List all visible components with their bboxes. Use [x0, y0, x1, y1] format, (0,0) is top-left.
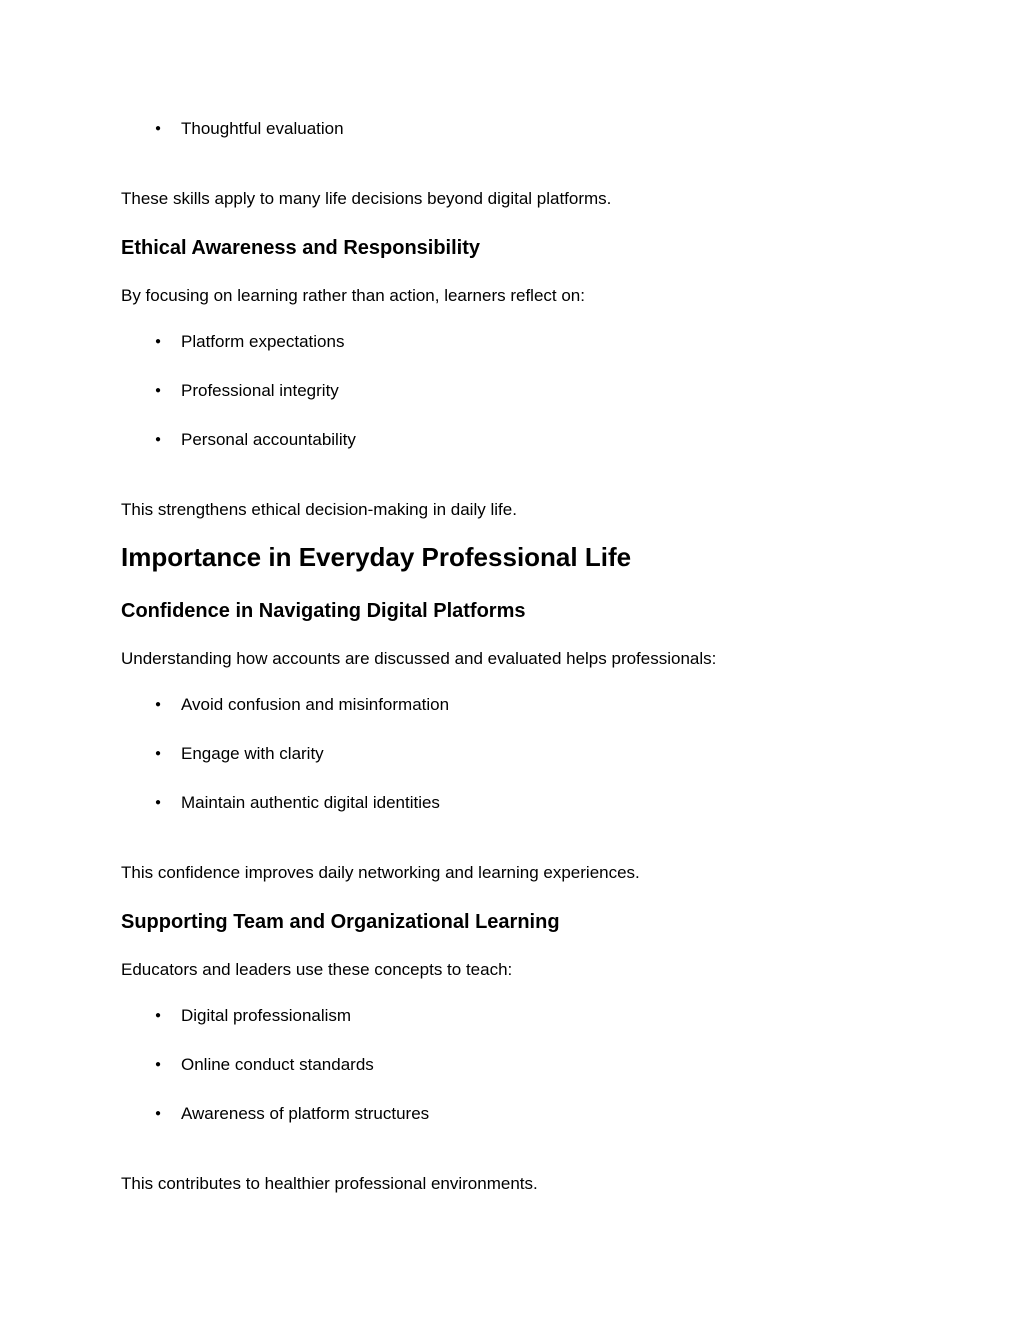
section-heading-ethical-awareness: Ethical Awareness and Responsibility: [121, 237, 481, 259]
confidence-lead-paragraph: Understanding how accounts are discussed and evaluated helps professionals:: [121, 649, 717, 668]
bullet-icon: ●: [155, 434, 162, 445]
list-item: [155, 430, 924, 450]
list-item-text: Avoid confusion and misinformation: [181, 695, 450, 714]
confidence-bullet-list: [121, 695, 924, 813]
team-learning-bullet-list: [121, 1006, 924, 1124]
skills-bullet-list: [121, 119, 924, 139]
list-item-text: Online conduct standards: [181, 1055, 374, 1074]
list-item: [155, 119, 924, 139]
list-item: [155, 381, 924, 401]
bullet-icon: ●: [155, 1059, 162, 1070]
section-heading-confidence: Confidence in Navigating Digital Platforms: [121, 600, 526, 622]
list-item: [155, 744, 924, 764]
list-item-text: Engage with clarity: [181, 744, 324, 763]
bullet-icon: ●: [155, 1108, 162, 1119]
list-item: [155, 332, 924, 352]
team-learning-closing-paragraph: This contributes to healthier professional environments.: [121, 1174, 538, 1193]
bullet-icon: ●: [155, 1010, 162, 1021]
bullet-icon: ●: [155, 336, 162, 347]
list-item-text: Professional integrity: [181, 381, 339, 400]
bullet-icon: ●: [155, 123, 162, 134]
ethical-awareness-lead-paragraph: By focusing on learning rather than action, learners reflect on:: [121, 286, 585, 305]
page-title-importance: Importance in Everyday Professional Life: [121, 542, 632, 572]
list-item: [155, 1006, 924, 1026]
section-heading-team-learning: Supporting Team and Organizational Learning: [121, 911, 560, 933]
list-item: [155, 695, 924, 715]
bullet-icon: ●: [155, 748, 162, 759]
list-item: [155, 1055, 924, 1075]
skills-closing-paragraph: These skills apply to many life decisions beyond digital platforms.: [121, 189, 612, 208]
team-learning-lead-paragraph: Educators and leaders use these concepts to teach:: [121, 960, 513, 979]
list-item-text: Platform expectations: [181, 332, 345, 351]
list-item-text: Personal accountability: [181, 430, 356, 449]
list-item: [155, 793, 924, 813]
ethical-awareness-bullet-list: [121, 332, 924, 450]
ethical-awareness-closing-paragraph: This strengthens ethical decision-making in daily life.: [121, 500, 517, 519]
bullet-icon: ●: [155, 385, 162, 396]
list-item-text: Maintain authentic digital identities: [181, 793, 440, 812]
bullet-icon: ●: [155, 699, 162, 710]
list-item-text: Thoughtful evaluation: [181, 119, 344, 138]
list-item: [155, 1104, 924, 1124]
bullet-icon: ●: [155, 797, 162, 808]
list-item-text: Awareness of platform structures: [181, 1104, 430, 1123]
list-item-text: Digital professionalism: [181, 1006, 352, 1025]
confidence-closing-paragraph: This confidence improves daily networking and learning experiences.: [121, 863, 640, 882]
